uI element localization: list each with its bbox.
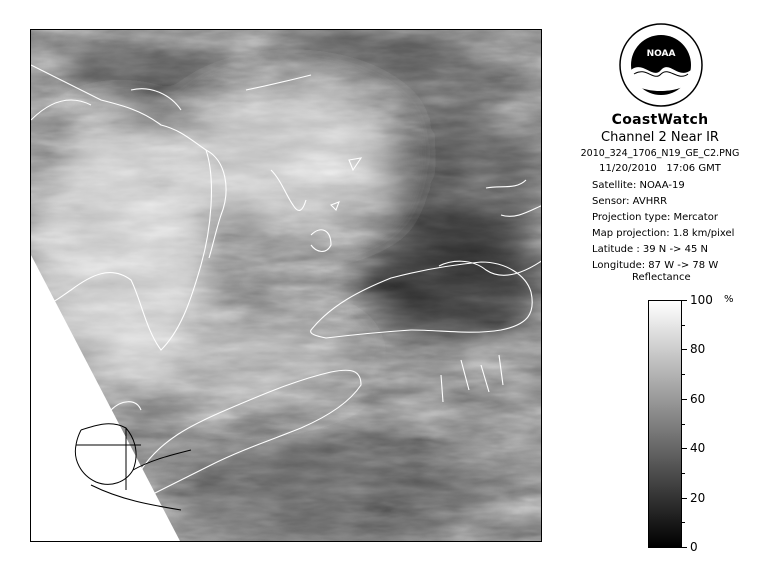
- colorbar-tick: [682, 349, 687, 350]
- colorbar-tick-label: 60: [690, 392, 706, 406]
- colorbar-tick-label: 80: [690, 342, 706, 356]
- map-projection-label: Map projection: 1.8 km/pixel: [592, 228, 735, 239]
- colorbar-minor-tick: [682, 325, 685, 326]
- colorbar-minor-tick: [682, 522, 685, 523]
- projection-type-label: Projection type: Mercator: [592, 212, 718, 223]
- satellite-label: Satellite: NOAA-19: [592, 180, 685, 191]
- colorbar-label: Reflectance: [632, 272, 691, 283]
- colorbar-tick: [682, 448, 687, 449]
- channel-label: Channel 2 Near IR: [601, 130, 719, 145]
- noaa-seal-icon: [618, 22, 704, 108]
- colorbar-unit: %: [724, 294, 734, 305]
- colorbar-tick: [682, 399, 687, 400]
- colorbar-tick-label: 100: [690, 293, 713, 307]
- colorbar-minor-tick: [682, 473, 685, 474]
- brand-title: CoastWatch: [611, 112, 709, 128]
- datetime-label: [560, 163, 760, 174]
- longitude-label: Longitude: 87 W -> 78 W: [592, 260, 719, 271]
- date-value: 11/20/2010: [599, 163, 657, 174]
- colorbar-tick-label: 20: [690, 491, 706, 505]
- colorbar-minor-tick: [682, 374, 685, 375]
- sensor-label: Sensor: AVHRR: [592, 196, 668, 207]
- time-value: 17:06 GMT: [666, 163, 721, 174]
- satellite-image: [30, 29, 542, 542]
- colorbar-tick: [682, 300, 687, 301]
- colorbar-tick: [682, 498, 687, 499]
- satellite-map: [31, 30, 542, 542]
- colorbar-minor-tick: [682, 424, 685, 425]
- latitude-label: Latitude : 39 N -> 45 N: [592, 244, 708, 255]
- logo-text: NOAA: [646, 49, 676, 59]
- colorbar-tick-label: 40: [690, 441, 706, 455]
- colorbar-tick: [682, 547, 687, 548]
- filename-label: 2010_324_1706_N19_GE_C2.PNG: [580, 148, 740, 159]
- colorbar: [648, 300, 682, 548]
- colorbar-tick-label: 0: [690, 540, 698, 554]
